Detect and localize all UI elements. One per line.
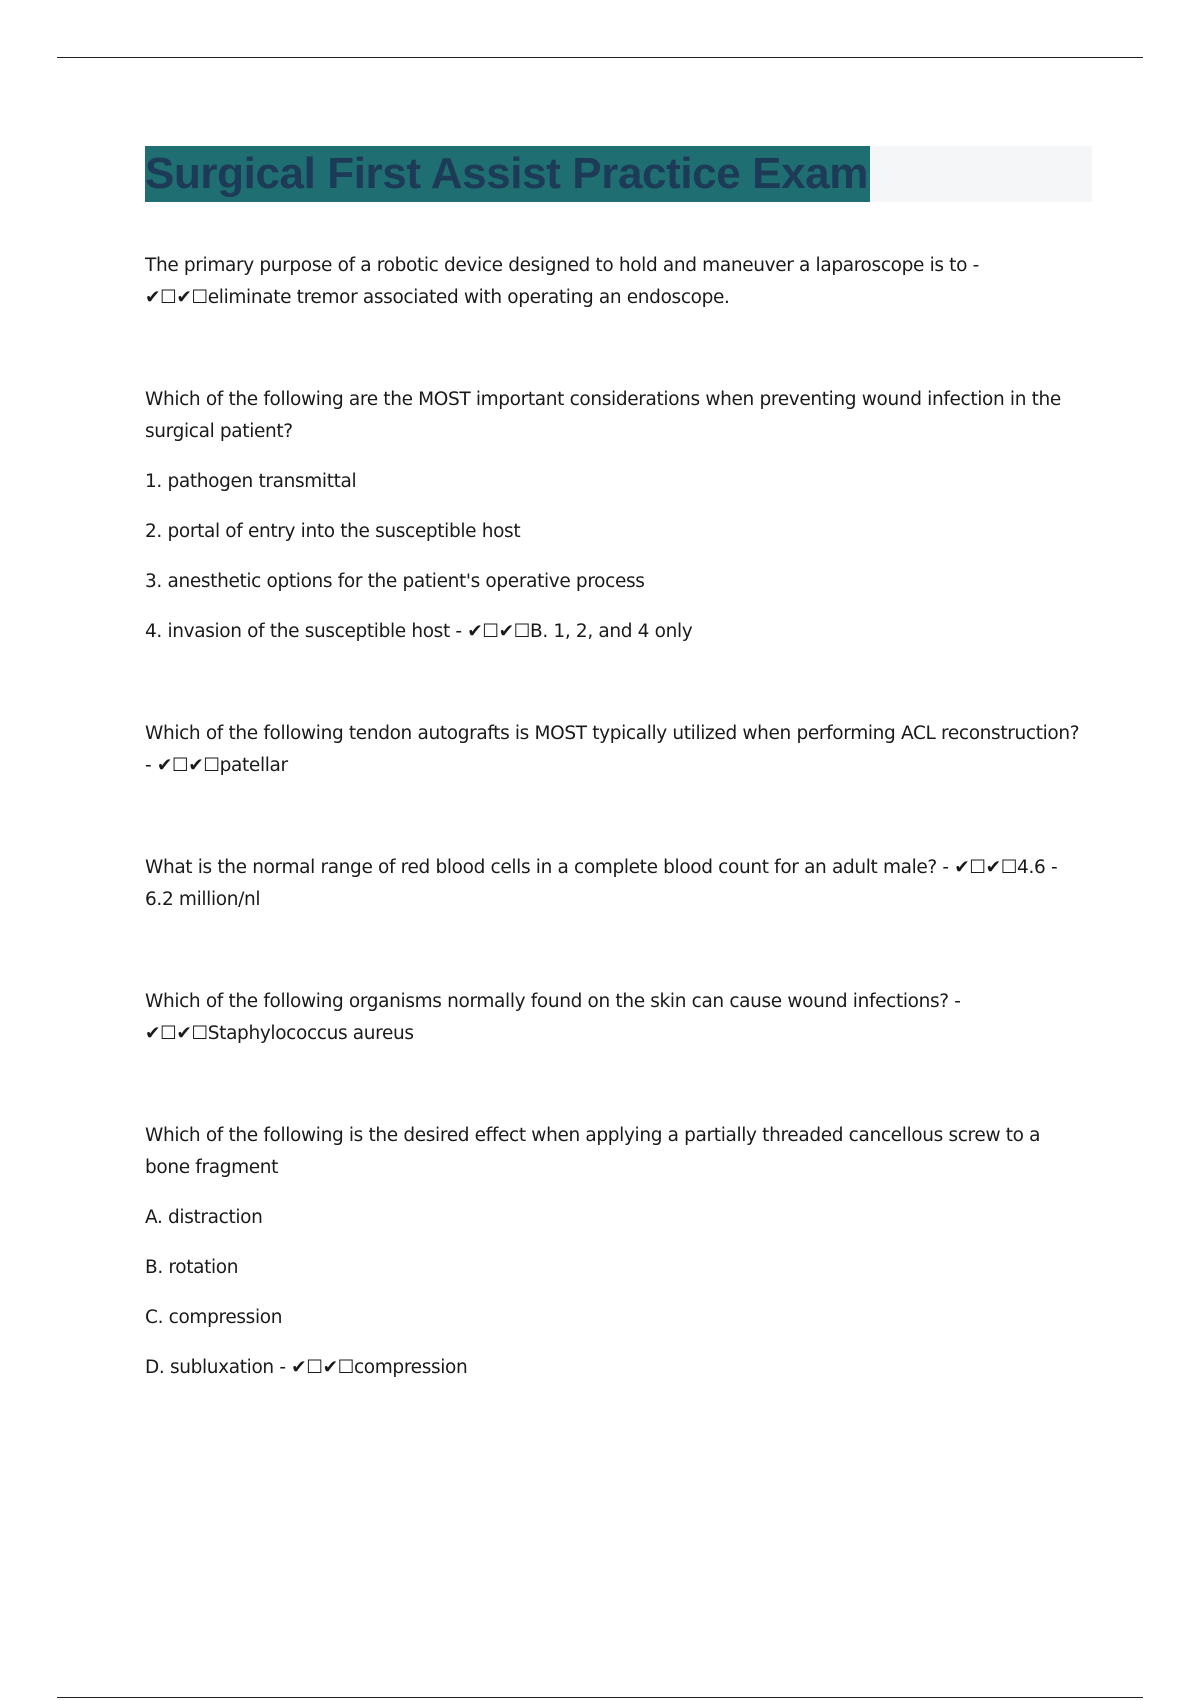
option-item: D. subluxation - ✔☐✔☐compression: [145, 1357, 468, 1378]
option-item: A. distraction: [145, 1207, 263, 1228]
option-item: 3. anesthetic options for the patient's operative process: [145, 571, 645, 592]
document-title: Surgical First Assist Practice Exam: [145, 146, 870, 202]
option-item: C. compression: [145, 1307, 283, 1328]
question-block-2: [145, 384, 1090, 648]
option-item: B. rotation: [145, 1257, 239, 1278]
question-text: Which of the following is the desired effect when applying a partially threaded cancellous screw to a bone fragment: [145, 1125, 1041, 1178]
question-block-3: [145, 718, 1090, 782]
question-text: What is the normal range of red blood cells in a complete blood count for an adult male? - ✔☐✔☐4.6 - 6.2 million/nl: [145, 857, 1058, 910]
question-text: The primary purpose of a robotic device designed to hold and maneuver a laparoscope is to - ✔☐✔☐eliminate tremor associated with operating an endoscope.: [145, 255, 979, 308]
question-block-6: [145, 1120, 1090, 1384]
option-item: 1. pathogen transmittal: [145, 471, 357, 492]
question-list: [145, 250, 1090, 1384]
question-text: Which of the following are the MOST important considerations when preventing wound infection in the surgical patient?: [145, 389, 1061, 442]
question-block-4: [145, 852, 1090, 916]
bottom-rule: [57, 1697, 1143, 1698]
question-text: Which of the following tendon autografts is MOST typically utilized when performing ACL reconstruction? - ✔☐✔☐patellar: [145, 723, 1080, 776]
top-rule: [57, 57, 1143, 58]
option-item: 2. portal of entry into the susceptible host: [145, 521, 521, 542]
option-item: 4. invasion of the susceptible host - ✔☐✔☐B. 1, 2, and 4 only: [145, 621, 693, 642]
question-block-1: [145, 250, 1090, 314]
question-text: Which of the following organisms normally found on the skin can cause wound infections? - ✔☐✔☐Staphylococcus aureus: [145, 991, 961, 1044]
question-block-5: [145, 986, 1090, 1050]
